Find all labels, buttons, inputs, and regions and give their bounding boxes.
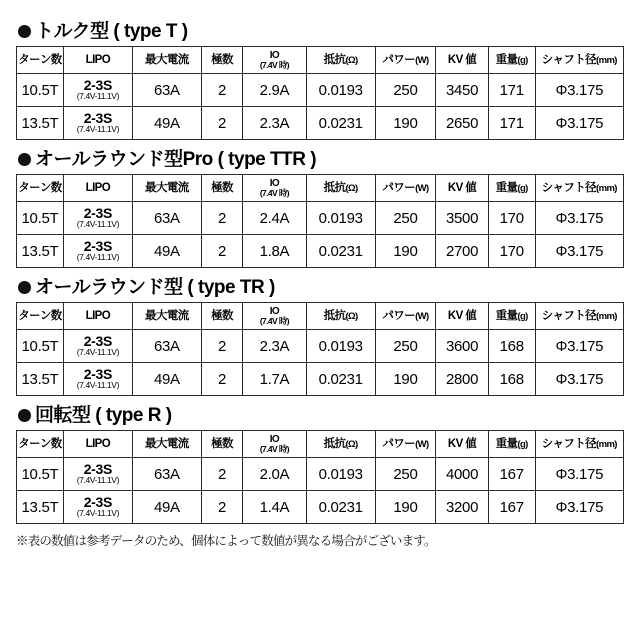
cell-shaft: Φ3.175: [535, 74, 623, 107]
cell-resistance: 0.0231: [306, 107, 375, 140]
col-header-shaft: シャフト径(mm): [535, 431, 623, 458]
cell-kv: 3500: [436, 202, 488, 235]
col-header-lipo: LIPO: [63, 47, 132, 74]
col-header-weight: 重量(g): [488, 47, 535, 74]
cell-resistance: 0.0193: [306, 458, 375, 491]
cell-max-current: 63A: [132, 202, 201, 235]
cell-weight: 170: [488, 202, 535, 235]
cell-kv: 4000: [436, 458, 488, 491]
spec-table: [16, 174, 624, 268]
col-header-max-current: 最大電流: [132, 175, 201, 202]
spec-section-rotation: [16, 406, 624, 524]
spec-section-allround: [16, 278, 624, 396]
cell-resistance: 0.0231: [306, 363, 375, 396]
cell-io: 2.0A: [243, 458, 306, 491]
cell-power: 250: [375, 202, 436, 235]
cell-kv: 2700: [436, 235, 488, 268]
col-header-turns: ターン数: [17, 47, 64, 74]
spec-section-torque: [16, 22, 624, 140]
cell-shaft: Φ3.175: [535, 202, 623, 235]
col-header-lipo: LIPO: [63, 303, 132, 330]
col-header-resistance: 抵抗(Ω): [306, 303, 375, 330]
cell-lipo: 2-3S (7.4V-11.1V): [63, 202, 132, 235]
cell-max-current: 49A: [132, 107, 201, 140]
cell-max-current: 49A: [132, 363, 201, 396]
cell-shaft: Φ3.175: [535, 491, 623, 524]
cell-lipo: 2-3S (7.4V-11.1V): [63, 330, 132, 363]
col-header-power: パワー(W): [375, 431, 436, 458]
col-header-io: IO (7.4V 時): [243, 47, 306, 74]
cell-weight: 167: [488, 458, 535, 491]
cell-resistance: 0.0193: [306, 202, 375, 235]
bullet-dot-icon: [18, 281, 31, 294]
cell-turns: 13.5T: [17, 107, 64, 140]
col-header-turns: ターン数: [17, 303, 64, 330]
cell-resistance: 0.0193: [306, 330, 375, 363]
cell-max-current: 49A: [132, 235, 201, 268]
cell-io: 2.4A: [243, 202, 306, 235]
col-header-poles: 極数: [201, 303, 242, 330]
table-row: [17, 491, 624, 524]
col-header-kv: KV 値: [436, 303, 488, 330]
cell-io: 2.3A: [243, 107, 306, 140]
col-header-io: IO (7.4V 時): [243, 303, 306, 330]
cell-turns: 13.5T: [17, 491, 64, 524]
spec-table: [16, 302, 624, 396]
cell-lipo: 2-3S (7.4V-11.1V): [63, 107, 132, 140]
col-header-max-current: 最大電流: [132, 431, 201, 458]
section-heading-label: オールラウンド型Pro ( type TTR ): [35, 149, 317, 170]
cell-shaft: Φ3.175: [535, 235, 623, 268]
table-header-row: [17, 47, 624, 74]
cell-poles: 2: [201, 330, 242, 363]
cell-kv: 2650: [436, 107, 488, 140]
col-header-turns: ターン数: [17, 431, 64, 458]
cell-turns: 10.5T: [17, 202, 64, 235]
col-header-poles: 極数: [201, 431, 242, 458]
section-heading: [18, 22, 624, 41]
cell-power: 190: [375, 491, 436, 524]
col-header-power: パワー(W): [375, 47, 436, 74]
cell-resistance: 0.0231: [306, 491, 375, 524]
col-header-io: IO (7.4V 時): [243, 431, 306, 458]
spec-section-allround-pro: [16, 150, 624, 268]
cell-poles: 2: [201, 363, 242, 396]
cell-poles: 2: [201, 235, 242, 268]
cell-weight: 170: [488, 235, 535, 268]
col-header-shaft: シャフト径(mm): [535, 47, 623, 74]
table-header-row: [17, 175, 624, 202]
col-header-shaft: シャフト径(mm): [535, 175, 623, 202]
col-header-resistance: 抵抗(Ω): [306, 175, 375, 202]
cell-power: 250: [375, 458, 436, 491]
col-header-power: パワー(W): [375, 175, 436, 202]
bullet-dot-icon: [18, 25, 31, 38]
col-header-max-current: 最大電流: [132, 47, 201, 74]
col-header-shaft: シャフト径(mm): [535, 303, 623, 330]
cell-kv: 2800: [436, 363, 488, 396]
cell-power: 250: [375, 74, 436, 107]
col-header-kv: KV 値: [436, 175, 488, 202]
col-header-turns: ターン数: [17, 175, 64, 202]
cell-kv: 3200: [436, 491, 488, 524]
cell-poles: 2: [201, 202, 242, 235]
col-header-lipo: LIPO: [63, 431, 132, 458]
table-header-row: [17, 431, 624, 458]
cell-lipo: 2-3S (7.4V-11.1V): [63, 235, 132, 268]
cell-power: 190: [375, 363, 436, 396]
col-header-lipo: LIPO: [63, 175, 132, 202]
col-header-kv: KV 値: [436, 431, 488, 458]
col-header-max-current: 最大電流: [132, 303, 201, 330]
col-header-poles: 極数: [201, 47, 242, 74]
cell-power: 250: [375, 330, 436, 363]
cell-turns: 10.5T: [17, 330, 64, 363]
cell-max-current: 63A: [132, 458, 201, 491]
cell-resistance: 0.0231: [306, 235, 375, 268]
section-heading: [18, 150, 624, 169]
col-header-poles: 極数: [201, 175, 242, 202]
cell-turns: 10.5T: [17, 458, 64, 491]
bullet-dot-icon: [18, 409, 31, 422]
cell-io: 1.7A: [243, 363, 306, 396]
cell-shaft: Φ3.175: [535, 330, 623, 363]
cell-weight: 171: [488, 107, 535, 140]
cell-io: 1.8A: [243, 235, 306, 268]
table-row: [17, 107, 624, 140]
cell-weight: 171: [488, 74, 535, 107]
cell-turns: 13.5T: [17, 235, 64, 268]
table-row: [17, 330, 624, 363]
cell-weight: 168: [488, 330, 535, 363]
cell-kv: 3450: [436, 74, 488, 107]
cell-max-current: 63A: [132, 74, 201, 107]
cell-power: 190: [375, 107, 436, 140]
cell-poles: 2: [201, 491, 242, 524]
spec-table: [16, 430, 624, 524]
cell-max-current: 63A: [132, 330, 201, 363]
cell-poles: 2: [201, 74, 242, 107]
bullet-dot-icon: [18, 153, 31, 166]
cell-io: 2.9A: [243, 74, 306, 107]
col-header-resistance: 抵抗(Ω): [306, 431, 375, 458]
section-heading: [18, 406, 624, 425]
col-header-resistance: 抵抗(Ω): [306, 47, 375, 74]
section-heading: [18, 278, 624, 297]
cell-lipo: 2-3S (7.4V-11.1V): [63, 74, 132, 107]
cell-turns: 10.5T: [17, 74, 64, 107]
table-header-row: [17, 303, 624, 330]
cell-weight: 168: [488, 363, 535, 396]
cell-lipo: 2-3S (7.4V-11.1V): [63, 363, 132, 396]
cell-poles: 2: [201, 458, 242, 491]
table-row: [17, 202, 624, 235]
table-row: [17, 458, 624, 491]
col-header-weight: 重量(g): [488, 303, 535, 330]
cell-shaft: Φ3.175: [535, 458, 623, 491]
section-heading-label: 回転型 ( type R ): [35, 405, 172, 426]
cell-lipo: 2-3S (7.4V-11.1V): [63, 491, 132, 524]
cell-resistance: 0.0193: [306, 74, 375, 107]
col-header-power: パワー(W): [375, 303, 436, 330]
cell-kv: 3600: [436, 330, 488, 363]
table-row: [17, 235, 624, 268]
spec-table: [16, 46, 624, 140]
cell-power: 190: [375, 235, 436, 268]
col-header-weight: 重量(g): [488, 175, 535, 202]
footnote: ※表の数値は参考データのため、個体によって数値が異なる場合がございます。: [16, 534, 436, 548]
cell-shaft: Φ3.175: [535, 107, 623, 140]
cell-weight: 167: [488, 491, 535, 524]
cell-lipo: 2-3S (7.4V-11.1V): [63, 458, 132, 491]
col-header-io: IO (7.4V 時): [243, 175, 306, 202]
col-header-kv: KV 値: [436, 47, 488, 74]
cell-turns: 13.5T: [17, 363, 64, 396]
section-heading-label: オールラウンド型 ( type TR ): [35, 277, 275, 298]
cell-io: 2.3A: [243, 330, 306, 363]
cell-max-current: 49A: [132, 491, 201, 524]
cell-shaft: Φ3.175: [535, 363, 623, 396]
col-header-weight: 重量(g): [488, 431, 535, 458]
cell-io: 1.4A: [243, 491, 306, 524]
table-row: [17, 363, 624, 396]
table-row: [17, 74, 624, 107]
section-heading-label: トルク型 ( type T ): [35, 21, 188, 42]
cell-poles: 2: [201, 107, 242, 140]
